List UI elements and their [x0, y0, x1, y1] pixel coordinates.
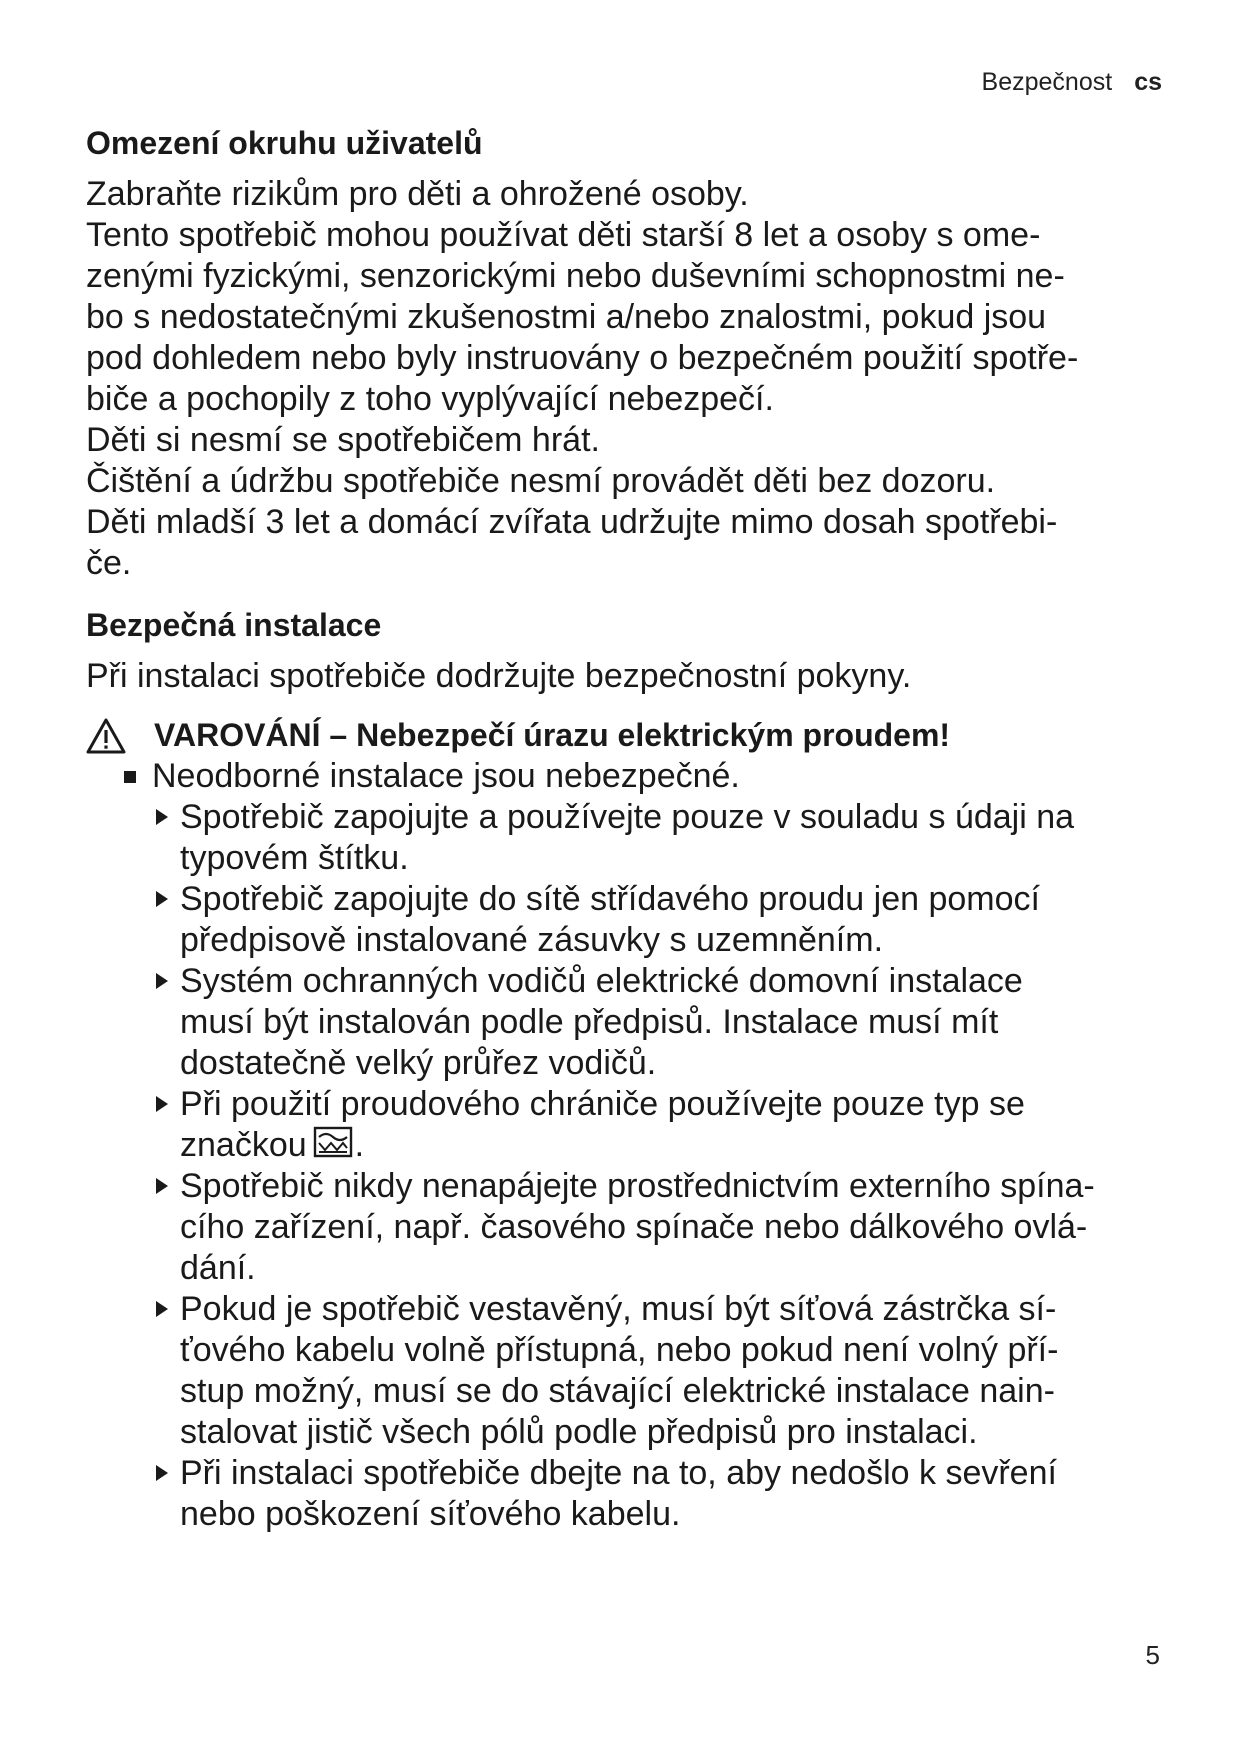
page-content [86, 122, 1166, 1535]
section-intro-safe-installation: Při instalaci spotřebiče dodržujte bezpečnostní pokyny. [86, 657, 912, 695]
triangle-bullet-icon [156, 1465, 168, 1481]
triangle-bullet-icon [156, 1096, 168, 1112]
step-text: Pokud je spotřebič vestavěný, musí být síťová zástrčka sí- ťového kabelu volně přístupná, nebo pokud není volný pří- stup možný, musí se do stávající elektrické instalace nain- stalovat jistič všech pólů podle předpisů pro instalaci. [180, 1290, 1059, 1451]
step-text: Spotřebič zapojujte a používejte pouze v souladu s údaji na typovém štítku. [180, 798, 1075, 877]
square-bullet-icon [124, 771, 136, 783]
step-text: Spotřebič zapojujte do sítě střídavého proudu jen pomocí předpisově instalované zásuvky s uzemněním. [180, 880, 1040, 959]
safety-steps-list [156, 797, 1166, 1535]
section-title-user-restrictions: Omezení okruhu uživatelů [86, 125, 483, 161]
list-item [156, 879, 1166, 961]
rcd-type-symbol-icon [313, 1126, 355, 1160]
warning-block [86, 715, 1166, 1535]
header-section-title: Bezpečnost [981, 68, 1113, 96]
step-text: Systém ochranných vodičů elektrické domovní instalace musí být instalován podle předpisů. Instalace musí mít dostatečně velký průřez vodičů. [180, 962, 1023, 1082]
list-item [156, 1289, 1166, 1453]
warning-heading [86, 715, 1166, 756]
header-language-code: cs [1134, 68, 1162, 96]
section-body-user-restrictions: Zabraňte rizikům pro děti a ohrožené osoby. Tento spotřebič mohou používat děti starší 8 let a osoby s ome- zenými fyzickými, senzorickými nebo duševními schopnostmi ne- bo s nedostatečnými zkušenostmi a/nebo znalostmi, pokud jsou pod dohledem nebo byly instruovány o bezpečném použití spotře- biče a pochopily z toho vyplývající nebezpečí. Děti si nesmí se spotřebičem hrát. Čištění a údržbu spotřebiče nesmí provádět děti bez dozoru. Děti mladší 3 let a domácí zvířata udržujte mimo dosah spotřebi- če. [86, 175, 1079, 582]
warning-heading-text: VAROVÁNÍ – Nebezpečí úrazu elektrickým proudem! [154, 717, 951, 753]
list-item [156, 961, 1166, 1084]
list-item [156, 1166, 1166, 1289]
warning-triangle-icon [86, 718, 126, 754]
list-item [156, 1453, 1166, 1535]
step-text-with-symbol [180, 1084, 1025, 1166]
rcd-suffix: . [354, 1126, 365, 1164]
triangle-bullet-icon [156, 1301, 168, 1317]
page-number: 5 [1145, 1640, 1160, 1670]
step-text: Spotřebič nikdy nenapájejte prostřednictvím externího spína- cího zařízení, např. časového spínače nebo dálkového ovlá- dání. [180, 1167, 1095, 1287]
list-item [156, 797, 1166, 879]
step-text: Při použití proudového chrániče používejte pouze typ se značkou [180, 1085, 1025, 1164]
step-text: Při instalaci spotřebiče dbejte na to, aby nedošlo k sevření nebo poškození síťového kabelu. [180, 1454, 1057, 1533]
triangle-bullet-icon [156, 1178, 168, 1194]
triangle-bullet-icon [156, 973, 168, 989]
running-header [982, 68, 1162, 97]
triangle-bullet-icon [156, 809, 168, 825]
section-title-safe-installation: Bezpečná instalace [86, 607, 382, 643]
triangle-bullet-icon [156, 891, 168, 907]
list-item [156, 1084, 1166, 1166]
hazard-statement [124, 756, 1166, 797]
hazard-text: Neodborné instalace jsou nebezpečné. [152, 757, 740, 795]
